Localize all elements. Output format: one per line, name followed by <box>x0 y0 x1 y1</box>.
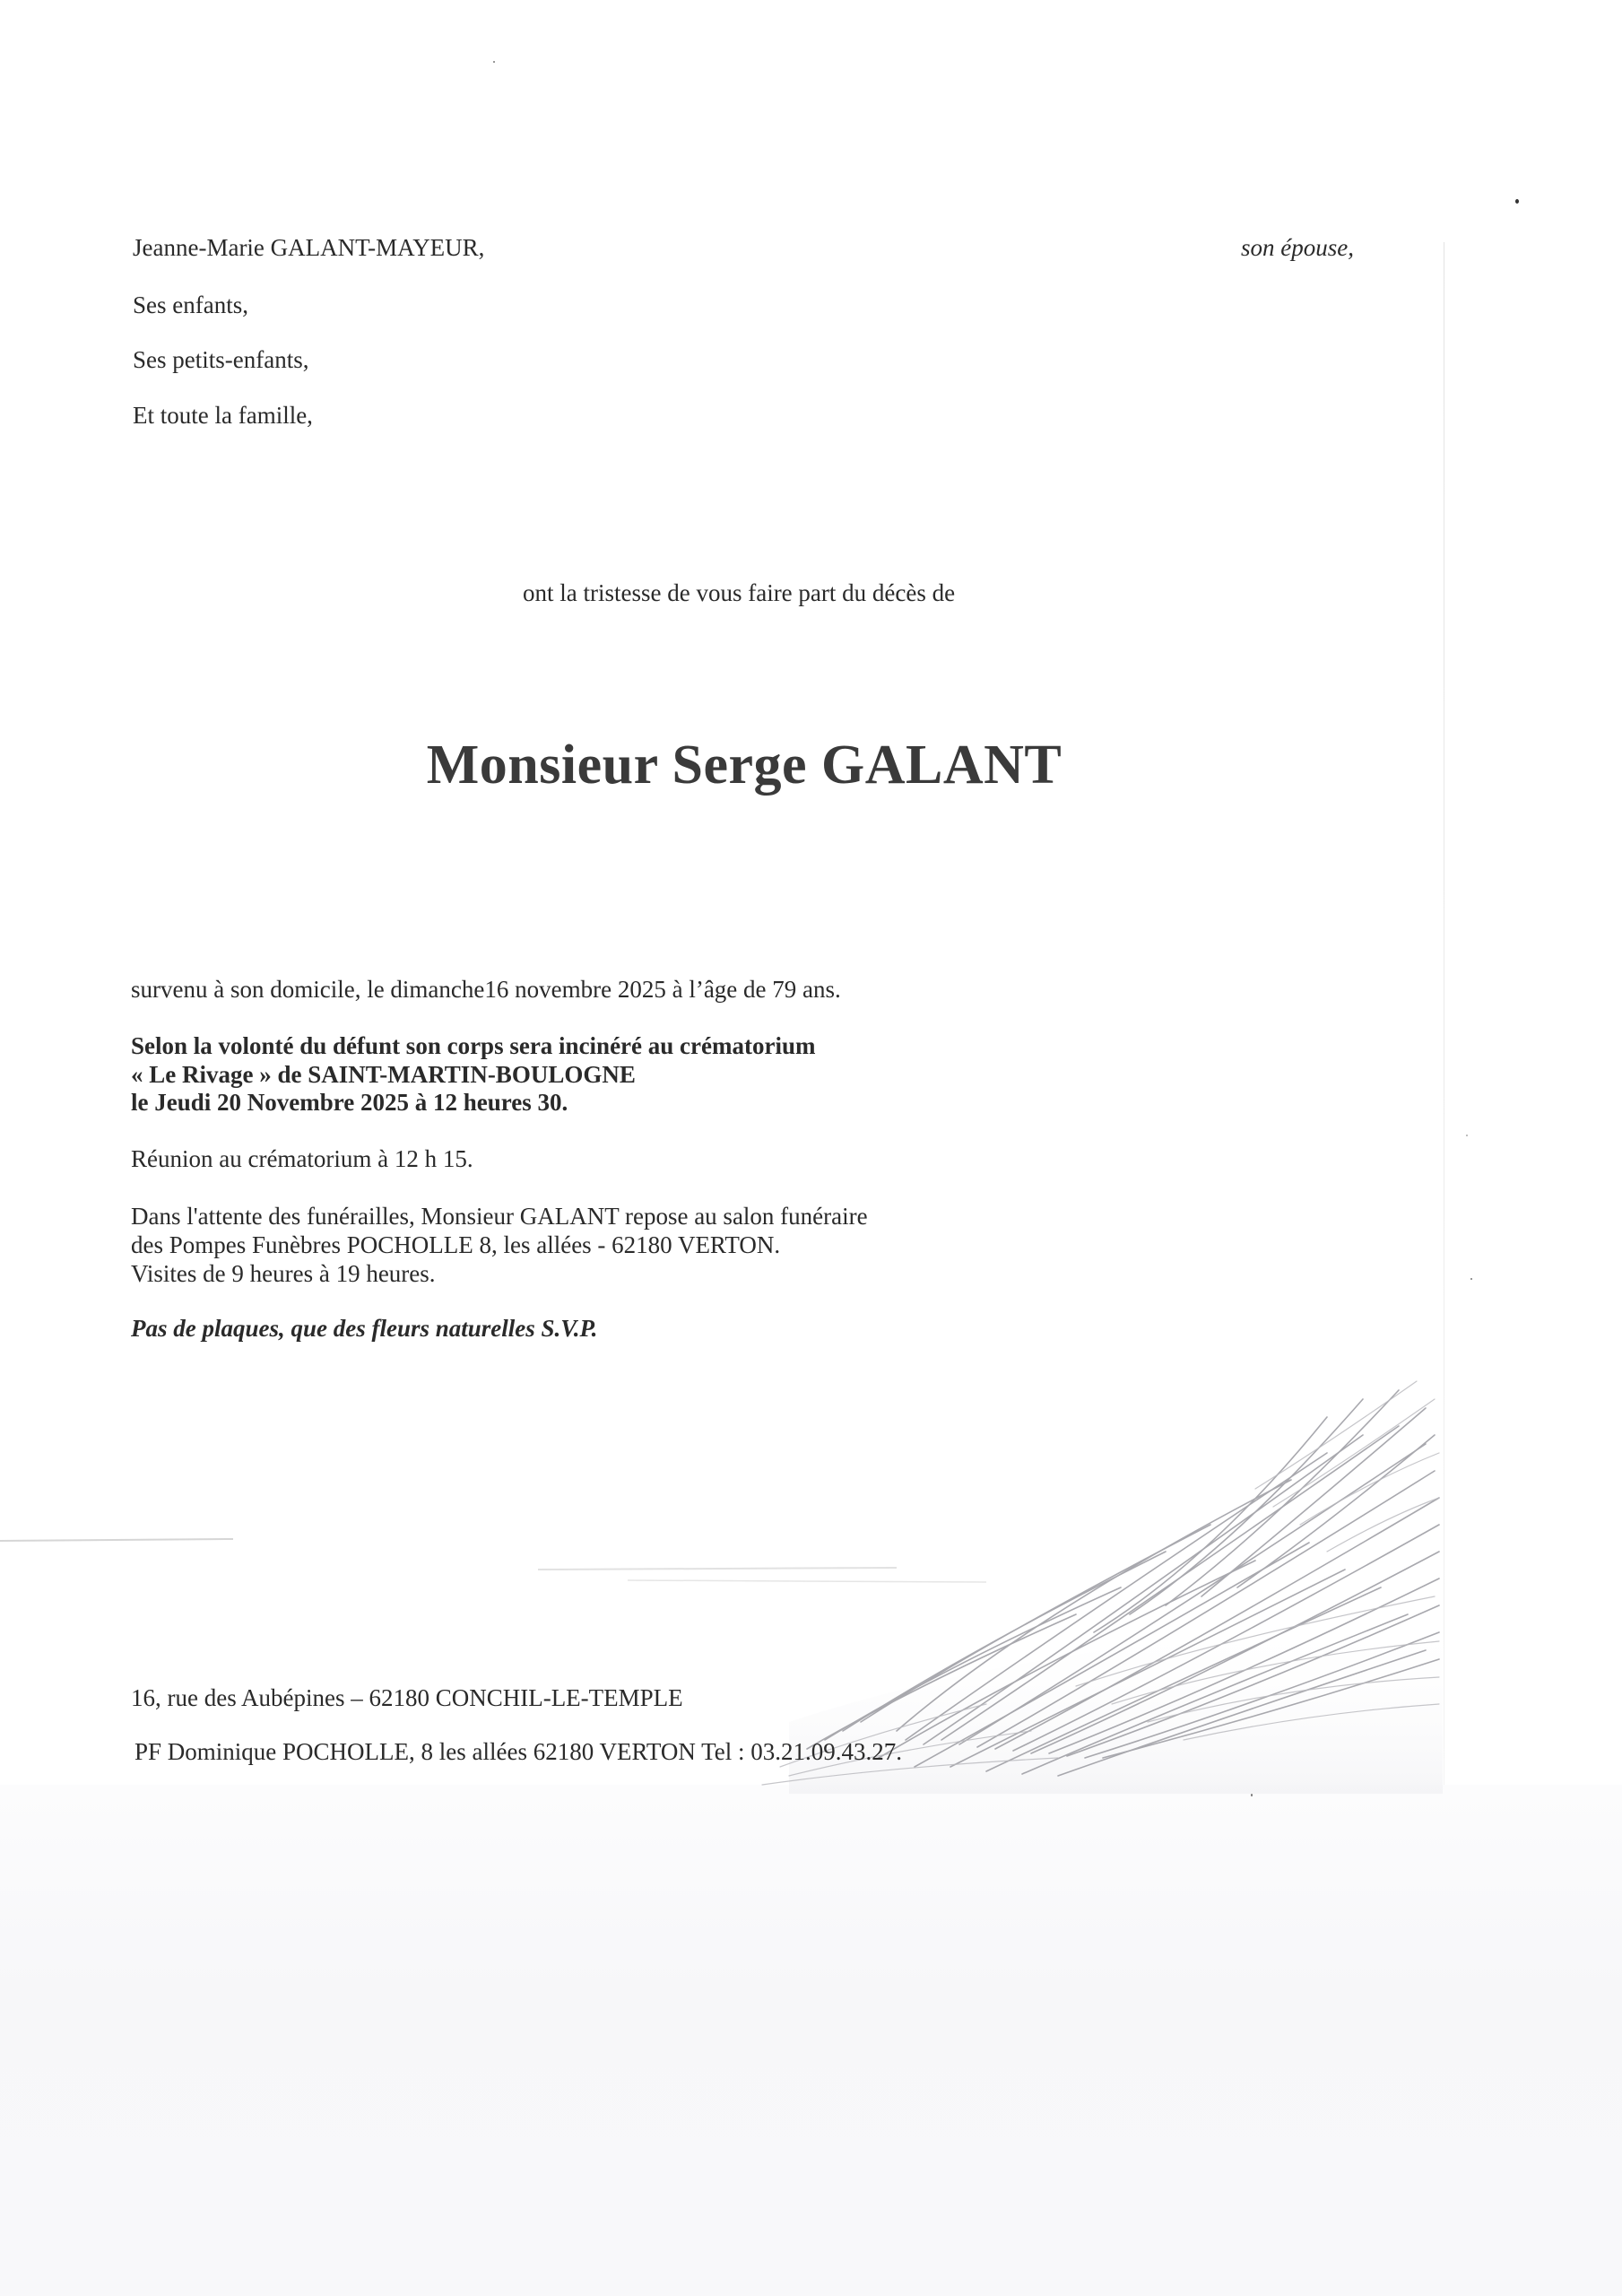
scan-speck <box>1470 1278 1472 1280</box>
announcement-intro: ont la tristesse de vous faire part du décès de <box>523 579 956 606</box>
scan-speck <box>1515 199 1519 204</box>
cremation-line-1: Selon la volonté du défunt son corps sera incinéré au crématorium <box>131 1032 816 1059</box>
cremation-line-2: « Le Rivage » de SAINT-MARTIN-BOULOGNE <box>131 1061 636 1088</box>
viewing-line-1: Dans l'attente des funérailles, Monsieur GALANT repose au salon funéraire <box>131 1203 868 1230</box>
scan-speck <box>1466 1135 1468 1136</box>
flowers-note: Pas de plaques, que des fleurs naturelles S.V.P. <box>131 1315 598 1342</box>
grandchildren-line: Ses petits-enfants, <box>133 346 309 373</box>
family-line: Et toute la famille, <box>133 402 313 429</box>
children-line: Ses enfants, <box>133 291 248 318</box>
meeting-info: Réunion au crématorium à 12 h 15. <box>131 1145 473 1172</box>
viewing-line-2: des Pompes Funèbres POCHOLLE 8, les allées - 62180 VERTON. <box>131 1231 781 1258</box>
death-info: survenu à son domicile, le dimanche16 novembre 2025 à l’âge de 79 ans. <box>131 976 841 1003</box>
scan-speck <box>493 61 495 63</box>
cremation-line-3: le Jeudi 20 Novembre 2025 à 12 heures 30. <box>131 1089 568 1116</box>
funeral-home-contact: PF Dominique POCHOLLE, 8 les allées 62180 VERTON Tel : 03.21.09.43.27. <box>134 1738 902 1765</box>
scan-lower-band <box>0 1785 1622 2296</box>
scan-speck <box>1251 1794 1253 1796</box>
viewing-line-3: Visites de 9 heures à 19 heures. <box>131 1260 436 1287</box>
spouse-name: Jeanne-Marie GALANT-MAYEUR, <box>133 234 485 261</box>
family-address: 16, rue des Aubépines – 62180 CONCHIL-LE-TEMPLE <box>131 1684 683 1711</box>
spouse-role: son épouse, <box>1241 234 1354 261</box>
deceased-name: Monsieur Serge GALANT <box>426 735 1063 796</box>
